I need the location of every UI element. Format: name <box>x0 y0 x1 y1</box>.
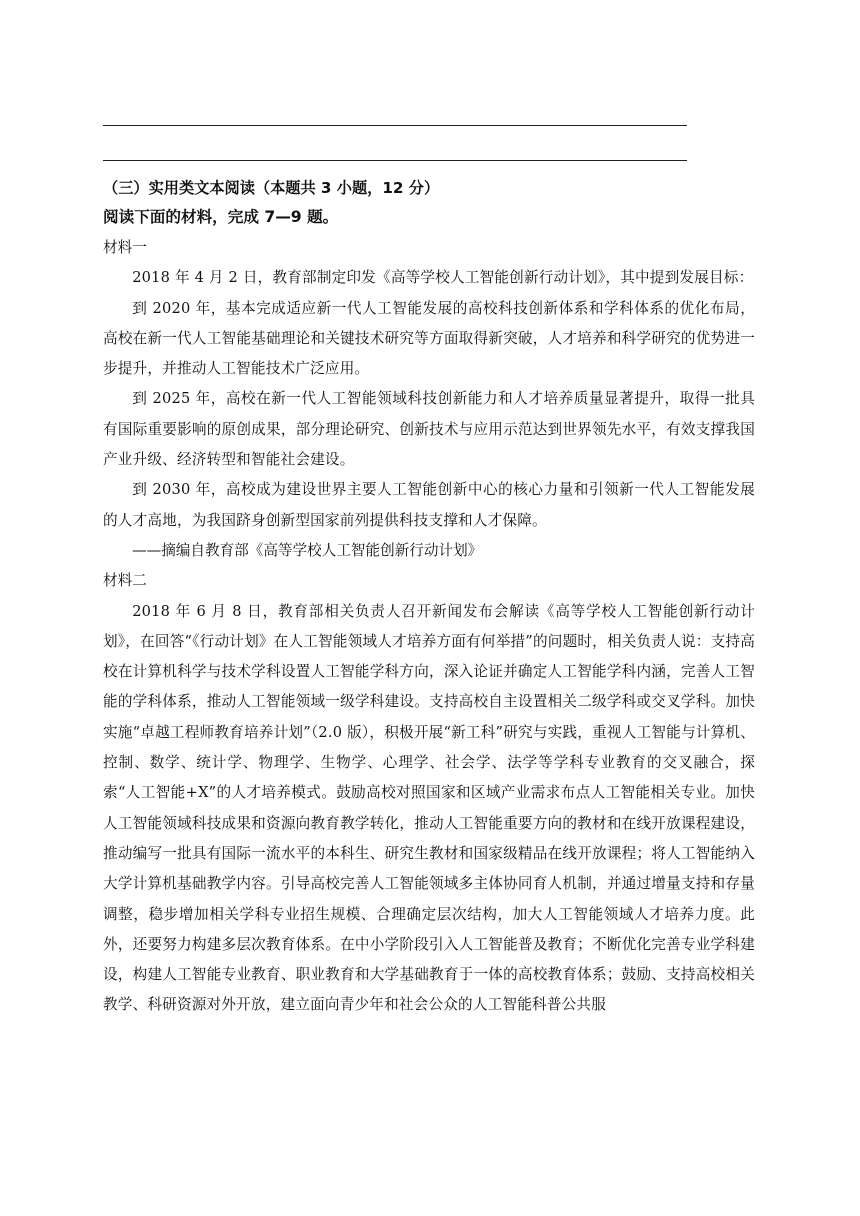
material-2-paragraph: 2018 年 6 月 8 日，教育部相关负责人召开新闻发布会解读《高等学校人工智能创新行动计划》，在回答“《行动计划》在人工智能领域人才培养方面有何举措”的问题时，相关负责人说：支持高校在计算机科学与技术学科设置人工智能学科方向，深入论证并确定人工智能学科内涵，完善人工智能的学科体系，推动人工智能领域一级学科建设。支持高校自主设置相关二级学科或交叉学科。加快实施“卓越工程师教育培养计划”（2.0 版），积极开展“新工科”研究与实践，重视人工智能与计算机、控制、数学、统计学、物理学、生物学、心理学、社会学、法学等学科专业教育的交叉融合，探索“人工智能+X”的人才培养模式。鼓励高校对照国家和区域产业需求布点人工智能相关专业。加快人工智能领域科技成果和资源向教育教学转化，推动人工智能重要方向的教材和在线开放课程建设，推动编写一批具有国际一流水平的本科生、研究生教材和国家级精品在线开放课程；将人工智能纳入大学计算机基础教学内容。引导高校完善人工智能领域多主体协同育人机制，并通过增量支持和存量调整，稳步增加相关学科专业招生规模、合理确定层次结构，加大人工智能领域人才培养力度。此外，还要努力构建多层次教育体系。在中小学阶段引入人工智能普及教育；不断优化完善专业学科建设，构建人工智能专业教育、职业教育和大学基础教育于一体的高校教育体系；鼓励、支持高校相关教学、科研资源对外开放，建立面向青少年和社会公众的人工智能科普公共服 <box>103 602 755 1014</box>
material-1-paragraph: 2018 年 4 月 2 日，教育部制定印发《高等学校人工智能创新行动计划》，其中提到发展目标： <box>132 269 754 287</box>
reading-section <box>103 174 755 1021</box>
material-1-paragraph: 到 2020 年，基本完成适应新一代人工智能发展的高校科技创新体系和学科体系的优化布局，高校在新一代人工智能基础理论和关键技术研究等方面取得新突破，人才培养和科学研究的优势进一步提升，并推动人工智能技术广泛应用。 <box>103 299 755 378</box>
material-2-label: 材料二 <box>103 572 147 590</box>
section-heading: （三）实用类文本阅读（本题共 3 小题，12 分） <box>103 179 440 197</box>
material-1-label: 材料一 <box>103 239 147 256</box>
answer-line-1 <box>103 125 687 126</box>
material-1-paragraph: 到 2025 年，高校在新一代人工智能领域科技创新能力和人才培养质量显著提升，取得一批具有国际重要影响的原创成果，部分理论研究、创新技术与应用示范达到世界领先水平，有效支撑我国产业升级、经济转型和智能社会建设。 <box>103 390 755 469</box>
material-1-paragraph: 到 2030 年，高校成为建设世界主要人工智能创新中心的核心力量和引领新一代人工智能发展的人才高地，为我国跻身创新型国家前列提供科技支撑和人才保障。 <box>103 481 755 529</box>
answer-line-2 <box>103 160 687 161</box>
section-instruction: 阅读下面的材料，完成 7—9 题。 <box>103 208 339 226</box>
material-1-source: ——摘编自教育部《高等学校人工智能创新行动计划》 <box>132 541 483 559</box>
